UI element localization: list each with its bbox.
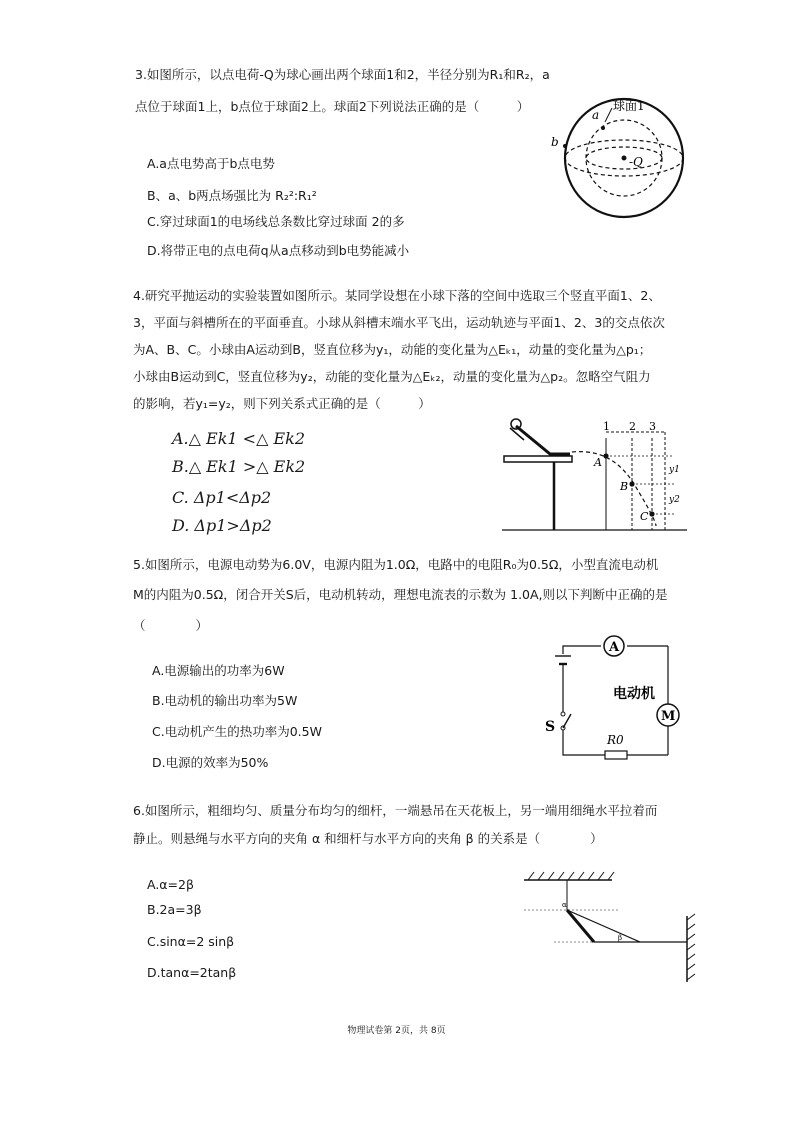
q5-option-a: A.电源输出的功率为6W [152, 663, 285, 678]
plane-1-label: 1 [603, 420, 610, 433]
label-A: A [594, 456, 602, 469]
charge-label: -Q [629, 155, 643, 169]
motor-symbol-label: M [661, 709, 676, 724]
sphere-1-leader [605, 108, 612, 122]
q3-option-a: A.a点电势高于b点电势 [147, 156, 275, 171]
q6-option-c: C.sinα=2 sinβ [147, 934, 235, 949]
page-footer: 物理试卷第 2页，共 8页 [347, 1026, 446, 1036]
q4-stem-line5: 的影响，若y₁=y₂，则下列关系式正确的是（ ） [133, 396, 431, 411]
wire-bottom-left [563, 728, 605, 755]
q6-stem-line2: 静止。则悬绳与水平方向的夹角 α 和细杆与水平方向的夹角 β 的关系是（ ） [133, 831, 603, 846]
plane-2-label: 2 [629, 420, 636, 433]
q4-stem-line1: 4.研究平抛运动的实验装置如图所示。某同学设想在小球下落的空间中选取三个竖直平面1、2、 [133, 288, 661, 303]
table-top [504, 456, 572, 462]
resistor-r0 [605, 751, 627, 759]
label-C: C [640, 510, 649, 523]
wire-top-left [563, 646, 601, 654]
label-B: B [620, 480, 629, 493]
label-y2: y2 [669, 495, 680, 505]
switch-label: S [545, 719, 556, 735]
point-b-label: b [551, 135, 559, 149]
point-a-dot [601, 126, 605, 130]
q6-option-b: B.2a=3β [147, 902, 202, 917]
q4-stem-line4: 小球由B运动到C，竖直位移为y₂，动能的变化量为△Eₖ₂，动量的变化量为△p₂。忽略空气阻力 [133, 369, 651, 384]
q3-option-b: B、a、b两点场强比为 R₂²:R₁² [147, 188, 317, 203]
q6-option-d: D.tanα=2tanβ [147, 965, 237, 980]
wall-hatch [687, 914, 695, 980]
sphere-1-label: 球面1 [613, 99, 645, 113]
q4-projectile-figure [502, 418, 697, 533]
q3-option-c: C.穿过球面1的电场线总条数比穿过球面 2的多 [147, 214, 405, 229]
beta-label: β [618, 934, 623, 942]
point-B [629, 481, 634, 486]
point-a-label: a [592, 108, 600, 122]
q6-stem-line1: 6.如图所示，粗细均匀、质量分布均匀的细杆，一端悬吊在天花板上，另一端用细绳水平拉着而 [133, 803, 658, 818]
q5-circuit-figure [543, 636, 688, 761]
q4-stem-line2: 3，平面与斜槽所在的平面垂直。小球从斜槽末端水平飞出，运动轨迹与平面1、2、3的交点依次 [133, 315, 665, 330]
q3-stem-line1: 3.如图所示，以点电荷-Q为球心画出两个球面1和2，半径分别为R₁和R₂，a [135, 67, 550, 82]
q3-sphere-figure [545, 88, 695, 228]
q4-option-a: A.△ Ek1 <△ Ek2 [172, 429, 306, 448]
point-C [649, 511, 654, 516]
ammeter-label: A [609, 640, 620, 655]
q5-option-c: C.电动机产生的热功率为0.5W [152, 724, 322, 739]
q6-rod-figure [520, 870, 705, 990]
alpha-label: α [562, 901, 567, 909]
ramp [516, 426, 570, 454]
q6-option-a: A.α=2β [147, 877, 194, 892]
ceiling-hatch [528, 872, 614, 880]
q5-option-d: D.电源的效率为50% [152, 755, 269, 770]
q3-stem-line2: 点位于球面1上，b点位于球面2上。球面2下列说法正确的是（ ） [135, 99, 530, 114]
q4-option-d: D. Δp1>Δp2 [172, 516, 272, 535]
rod [567, 910, 594, 942]
label-y1: y1 [669, 465, 680, 475]
q4-option-c: C. Δp1<Δp2 [172, 488, 272, 507]
q5-stem-line3: （ ） [133, 618, 209, 633]
switch-contact-top [561, 712, 565, 716]
q5-stem-line2: M的内阻为0.5Ω，闭合开关S后，电动机转动，理想电流表的示数为 1.0A,则以下判断中正确的是 [133, 587, 668, 602]
q4-stem-line3: 为A、B、C。小球由A运动到B，竖直位移为y₁，动能的变化量为△Eₖ₁，动量的变化量为△p₁； [133, 342, 652, 357]
point-b-dot [563, 144, 567, 148]
q4-option-b: B.△ Ek1 >△ Ek2 [172, 457, 306, 476]
motor-caption: 电动机 [613, 686, 655, 702]
suspension-rope [567, 910, 640, 942]
plane-3-label: 3 [649, 420, 656, 433]
point-A [603, 453, 608, 458]
q5-stem-line1: 5.如图所示，电源电动势为6.0V，电源内阻为1.0Ω，电路中的电阻R₀为0.5Ω，小型直流电动机 [133, 557, 659, 572]
resistor-label: R0 [607, 733, 624, 747]
q5-option-b: B.电动机的输出功率为5W [152, 693, 298, 708]
charge-point [622, 156, 627, 161]
q3-option-d: D.将带正电的点电荷q从a点移动到b电势能减小 [147, 243, 410, 258]
